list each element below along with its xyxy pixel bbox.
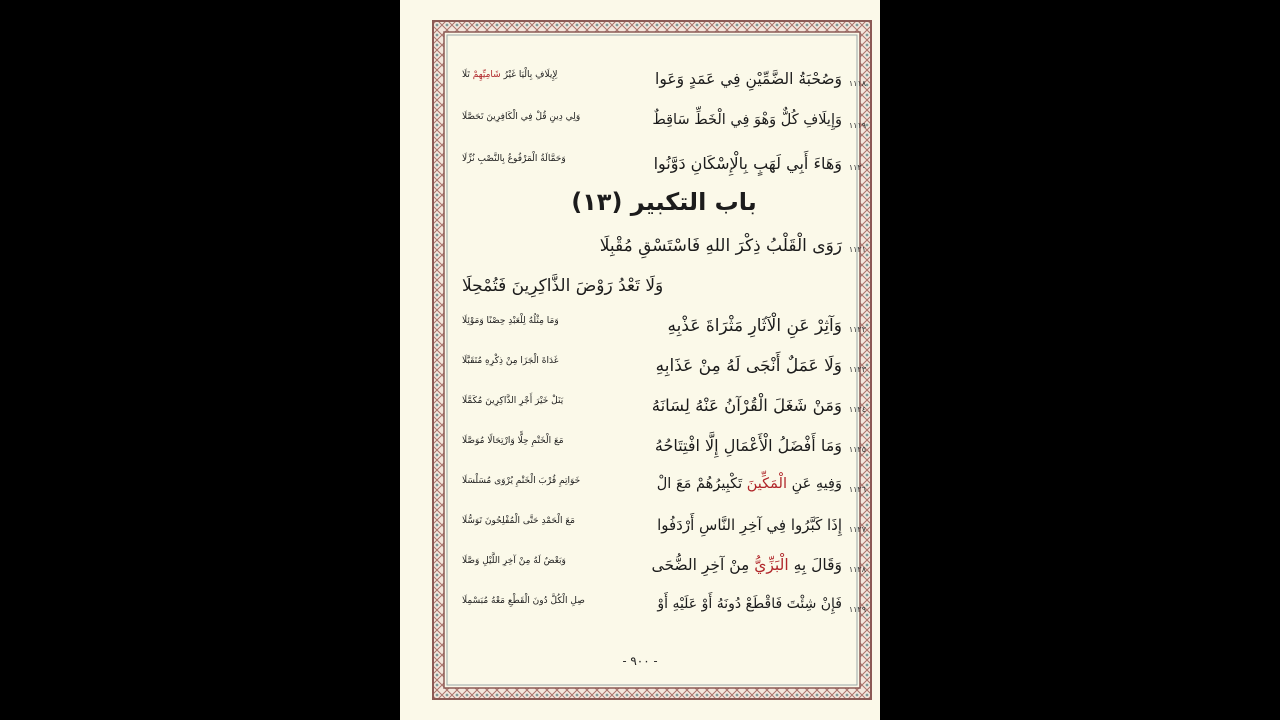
verse-first-hemistich: وَإِيلَافِ كُلٌّ وَهْوَ فِي الْخَطِّ سَاقِطٌ <box>652 112 842 128</box>
verse-row <box>462 312 866 346</box>
verse-second-hemistich: وَلَا تَعْدُ رَوْضَ الذَّاكِرِينَ فَتُمْحِلَا <box>462 276 664 296</box>
verse-second-hemistich <box>462 70 658 80</box>
text-segment: لِإِيلَافِ بِالْيَا غَيْرُ <box>500 70 558 80</box>
verse-number: ١١١٩ <box>848 121 866 130</box>
verse-second-hemistich: وَمَا مِثْلُهُ لِلْعَبْدِ حِصْنًا وَمَوْئِلَا <box>462 316 559 326</box>
text-segment: تَكْبِيرُهُمْ مَعَ الْ <box>656 476 747 492</box>
verse-row <box>462 512 866 546</box>
verse-row <box>462 472 866 506</box>
verse-second-hemistich: صِلِ الْكُلَّ دُونَ الْقَطْعِ مَعْهُ مُبَسْمِلَا <box>462 596 585 606</box>
verse-number: ١١٢٢ <box>848 325 866 334</box>
verse-first-hemistich: وَلَا عَمَلٌ أَنْجَى لَهُ مِنْ عَذَابِهِ <box>655 356 842 376</box>
verse-first-hemistich: رَوَى الْقَلْبُ ذِكْرَ اللهِ فَاسْتَسْقِ مُقْبِلَا <box>599 236 842 256</box>
verse-first-hemistich <box>656 476 842 492</box>
verse-number: ١١٢١ <box>848 245 866 254</box>
red-name: الْمَكِّينَ <box>746 476 787 492</box>
verse-second-hemistich: غَدَاةَ الْجَزَا مِنْ ذِكْرِهِ مُتَقَبَّلَا <box>462 356 559 366</box>
text-segment: تَلَا <box>462 70 473 80</box>
verse-number: ١١١٨ <box>848 79 866 88</box>
verse-first-hemistich: إِذَا كَبَّرُوا فِي آخِرِ النَّاسِ أَرْدَفُوا <box>657 516 842 534</box>
verse-second-hemistich: وَحَمَّالَةُ الْمَرْفُوعُ بِالنَّصْبِ نُزِّلَا <box>462 154 566 164</box>
red-name: شَامِيِّهِمْ <box>472 70 501 80</box>
verse-number: ١١٢٠ <box>848 163 866 172</box>
verse-second-hemistich: يَنَلْ خَيْرَ أَجْرِ الذَّاكِرِينَ مُكَمَّلَا <box>462 396 564 406</box>
verse-number: ١١٢٩ <box>848 605 866 614</box>
verse-row-continuation <box>462 272 866 306</box>
verse-row <box>462 108 866 142</box>
verse-first-hemistich: وَمَا أَفْضَلُ الْأَعْمَالِ إِلَّا افْتِتَاحُهُ <box>654 436 842 455</box>
verse-first-hemistich: وَصُحْبَةُ الضَّمِّيْنِ فِي عَمَدٍ وَعَوا <box>655 70 842 88</box>
verse-number: ١١٢٣ <box>848 365 866 374</box>
verse-second-hemistich: وَبَعْضٌ لَهُ مِنْ آخِرِ اللَّيْلِ وَصَّلَا <box>462 556 566 566</box>
verse-row <box>462 352 866 386</box>
verse-number: ١١٢٧ <box>848 525 866 534</box>
chapter-heading: باب التكبير (١٣) <box>571 188 757 216</box>
verse-second-hemistich: وَلِي دِينِ قُلْ فِي الْكَافِرِينَ تَحَصَّلَا <box>462 112 581 122</box>
verse-row <box>462 392 866 426</box>
verse-row <box>462 66 866 100</box>
verse-first-hemistich: وَآثِرْ عَنِ الْآثَارِ مَثْرَاةَ عَذْبِهِ <box>667 316 842 336</box>
verse-row <box>462 150 866 184</box>
verse-first-hemistich <box>651 556 842 574</box>
verse-row <box>462 592 866 626</box>
verse-first-hemistich: فَإِنْ شِئْتَ فَاقْطَعْ دُونَهُ أَوْ عَلَيْهِ أَوْ <box>657 596 842 612</box>
verse-number: ١١٢٤ <box>848 405 866 414</box>
text-segment: وَقَالَ بِهِ <box>788 556 842 574</box>
verse-row <box>462 232 866 266</box>
verse-row <box>462 432 866 466</box>
red-name: الْبَزِّيُّ <box>754 556 789 574</box>
verse-number: ١١٢٦ <box>848 485 866 494</box>
verse-first-hemistich: وَهَاءَ أَبِي لَهَبٍ بِالْإِسْكَانِ دَوَّنُوا <box>653 154 842 173</box>
verse-second-hemistich: مَعَ الْحَمْدِ حَتَّى الْمُفْلِحُونَ تَوَسُّلَا <box>462 516 575 526</box>
verse-number: ١١٢٥ <box>848 445 866 454</box>
verse-second-hemistich: مَعَ الْخَتْمِ حِلًّا وَارْتِحَالًا مُوَصَّلَا <box>462 436 564 446</box>
verse-row <box>462 552 866 586</box>
text-segment: وَفِيهِ عَنِ <box>787 476 842 492</box>
text-segment: مِنْ آخِرِ الضُّحَى <box>651 556 755 574</box>
verse-number: ١١٢٨ <box>848 565 866 574</box>
page-number: - ٩٠٠ - <box>622 654 658 668</box>
verse-second-hemistich: خَوَاتِمِ قُرْبَ الْخَتْمِ يُرْوَى مُسَلْسَلَا <box>462 476 581 486</box>
verse-first-hemistich: وَمَنْ شَغَلَ الْقُرْآنُ عَنْهُ لِسَانَهُ <box>651 396 842 415</box>
